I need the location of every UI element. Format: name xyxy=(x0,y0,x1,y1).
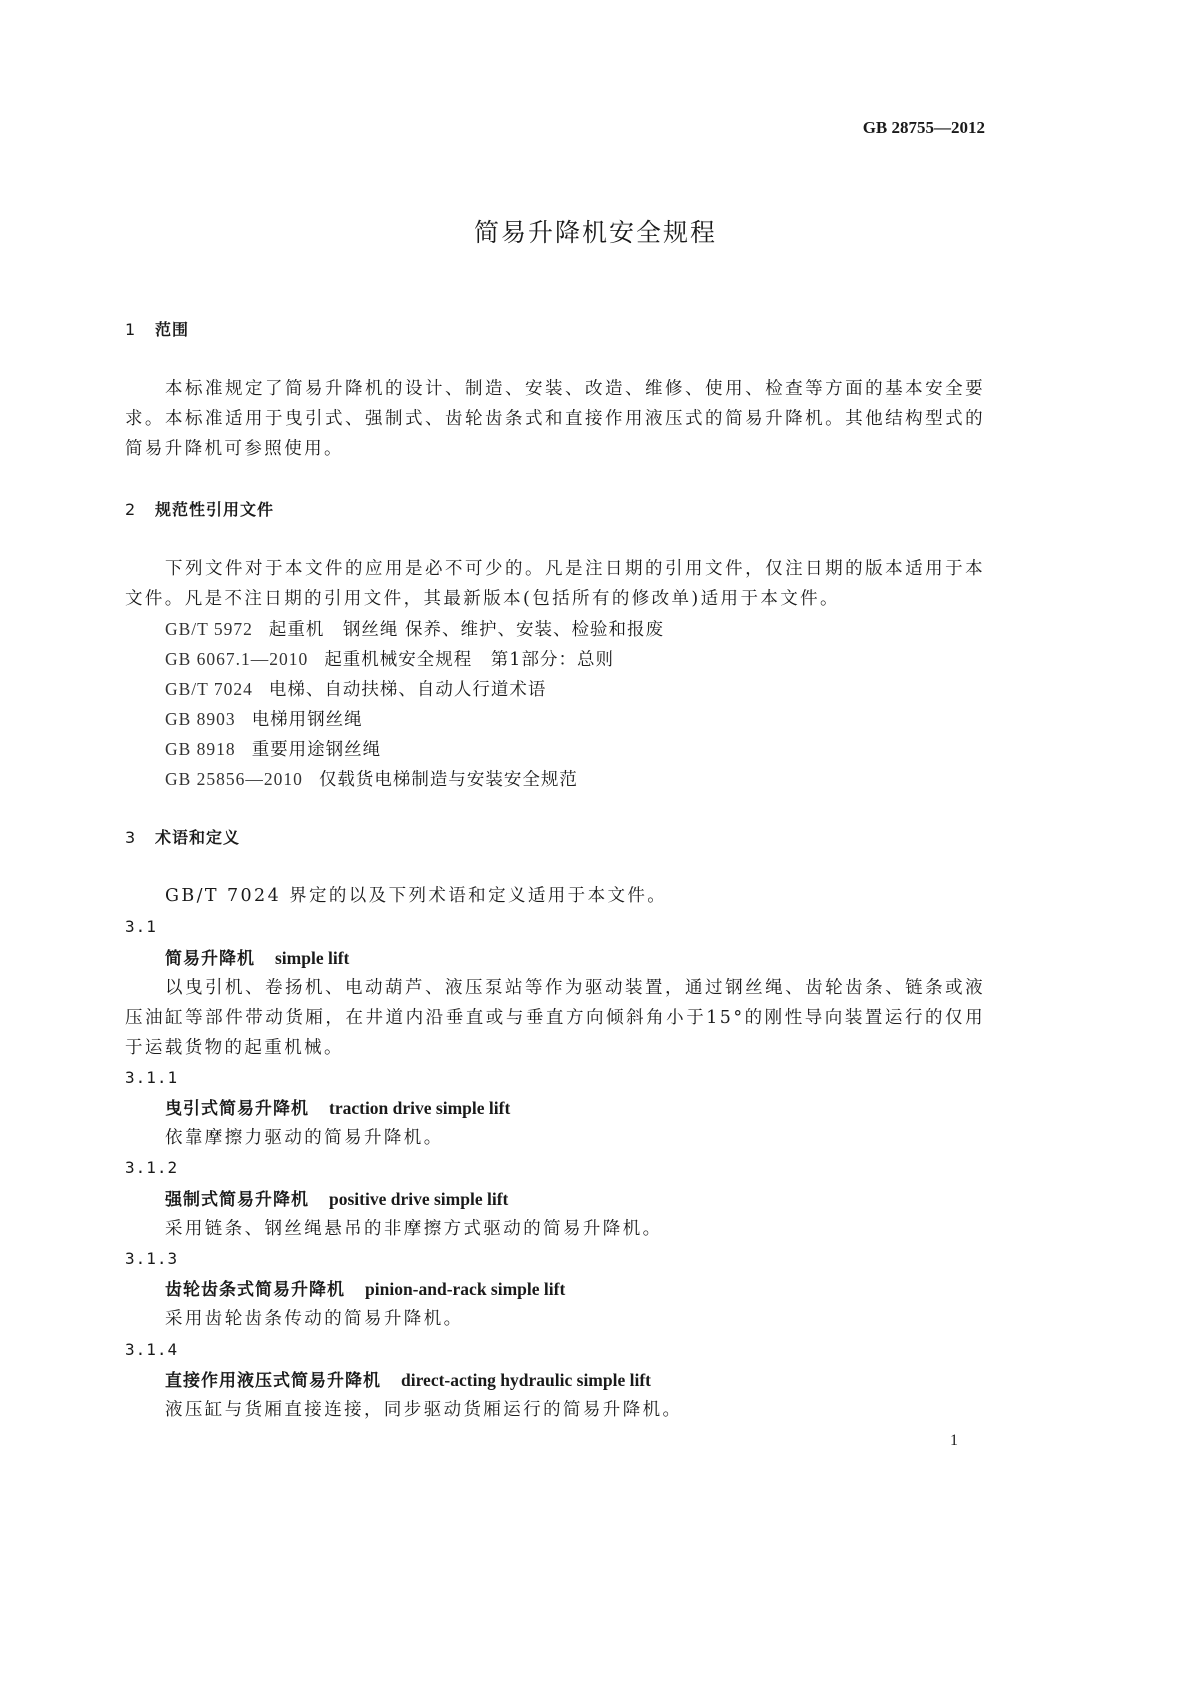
term-heading xyxy=(165,1365,651,1396)
reference-code: GB/T 5972 xyxy=(165,619,253,639)
term-zh: 强制式简易升降机 xyxy=(165,1190,309,1210)
section-heading-3 xyxy=(125,823,240,853)
reference-item xyxy=(165,734,381,765)
section-heading-1 xyxy=(125,315,189,345)
term-number: 3.1 xyxy=(125,917,157,936)
section-title: 范围 xyxy=(155,320,190,339)
reference-code: GB 8918 xyxy=(165,739,236,759)
term-definition: 采用齿轮齿条传动的简易升降机。 xyxy=(165,1309,464,1329)
paragraph: 本标准规定了简易升降机的设计、制造、安装、改造、维修、使用、检查等方面的基本安全要求。 xyxy=(125,379,985,429)
term-heading xyxy=(165,1093,510,1124)
paragraph: 本标准适用于曳引式、强制式、齿轮齿条式和直接作用液压式的简易升降机。其他结构型式的简易升降机可参照使用。 xyxy=(125,409,985,459)
reference-title: 起重机械安全规程 第1部分：总则 xyxy=(324,650,614,670)
term-definition: 依靠摩擦力驱动的简易升降机。 xyxy=(165,1128,444,1148)
term-number: 3.1.4 xyxy=(125,1340,179,1359)
term-definition: 以曳引机、卷扬机、电动葫芦、液压泵站等作为驱动装置，通过钢丝绳、齿轮齿条、链条或液压油缸等部件带动货厢，在井道内沿垂直或与垂直方向倾斜角小于15°的刚性导向装置运行的仅用于运载货物的起重机械。 xyxy=(125,978,985,1058)
term-heading xyxy=(165,1274,565,1305)
reference-code: GB 6067.1—2010 xyxy=(165,649,309,669)
reference-code: GB/T 7024 xyxy=(165,679,253,699)
reference-item xyxy=(165,614,664,645)
page-number: 1 xyxy=(950,1432,958,1449)
paragraph: GB/T 7024 界定的以及下列术语和定义适用于本文件。 xyxy=(165,886,668,906)
term-en: positive drive simple lift xyxy=(329,1189,509,1209)
reference-item xyxy=(165,674,546,705)
section-number: 1 xyxy=(125,320,137,339)
term-definition: 采用链条、钢丝绳悬吊的非摩擦方式驱动的简易升降机。 xyxy=(165,1219,663,1239)
term-en: simple lift xyxy=(275,948,350,968)
term-heading xyxy=(165,1184,508,1215)
reference-item xyxy=(165,764,578,795)
term-zh: 简易升降机 xyxy=(165,949,255,969)
term-en: direct-acting hydraulic simple lift xyxy=(401,1370,651,1390)
paragraph: 下列文件对于本文件的应用是必不可少的。凡是注日期的引用文件，仅注日期的版本适用于本文件。凡是不注日期的引用文件，其最新版本(包括所有的修改单)适用于本文件。 xyxy=(125,559,985,609)
term-heading xyxy=(165,943,349,974)
term-number: 3.1.3 xyxy=(125,1249,179,1268)
term-number: 3.1.2 xyxy=(125,1158,179,1177)
reference-code: GB 25856—2010 xyxy=(165,769,303,789)
reference-title: 起重机 钢丝绳 保养、维护、安装、检验和报废 xyxy=(268,620,664,640)
term-en: traction drive simple lift xyxy=(329,1098,511,1118)
section-number: 3 xyxy=(125,828,137,847)
standard-number: GB 28755—2012 xyxy=(862,118,985,137)
term-zh: 直接作用液压式简易升降机 xyxy=(165,1371,381,1391)
document-title: 简易升降机安全规程 xyxy=(473,218,717,247)
reference-item xyxy=(165,704,363,735)
reference-code: GB 8903 xyxy=(165,709,236,729)
term-zh: 曳引式简易升降机 xyxy=(165,1099,309,1119)
reference-title: 仅载货电梯制造与安装安全规范 xyxy=(318,770,578,790)
reference-item xyxy=(165,644,614,675)
section-number: 2 xyxy=(125,500,137,519)
reference-title: 电梯、自动扶梯、自动人行道术语 xyxy=(268,680,547,700)
section-heading-2 xyxy=(125,495,274,525)
term-en: pinion-and-rack simple lift xyxy=(365,1279,566,1299)
section-title: 术语和定义 xyxy=(155,828,241,847)
section-title: 规范性引用文件 xyxy=(155,500,275,519)
reference-title: 重要用途钢丝绳 xyxy=(251,740,382,760)
term-zh: 齿轮齿条式简易升降机 xyxy=(165,1280,345,1300)
term-number: 3.1.1 xyxy=(125,1068,179,1087)
reference-title: 电梯用钢丝绳 xyxy=(251,710,363,730)
term-definition: 液压缸与货厢直接连接，同步驱动货厢运行的简易升降机。 xyxy=(165,1400,683,1420)
